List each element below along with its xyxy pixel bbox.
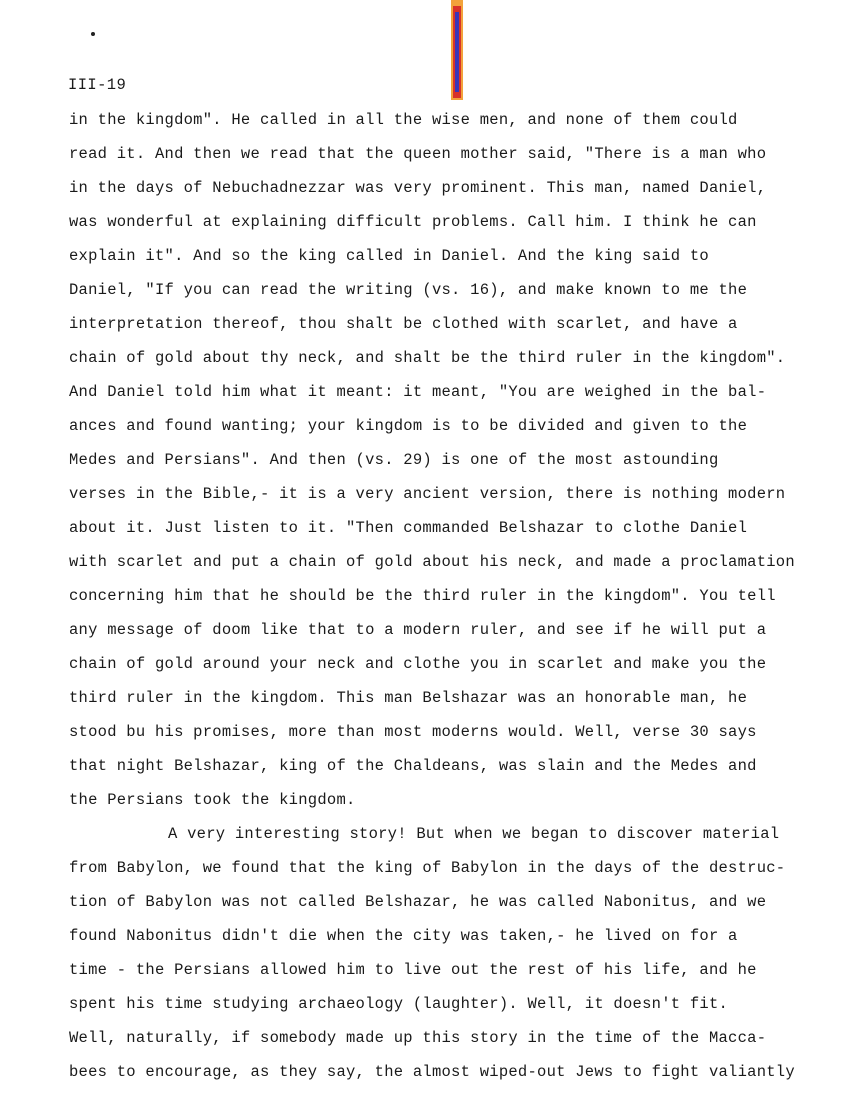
text-line: chain of gold around your neck and clothe you in scarlet and make you the — [69, 655, 767, 673]
text-line: time - the Persians allowed him to live out the rest of his life, and he — [69, 961, 757, 979]
text-line: in the days of Nebuchadnezzar was very prominent. This man, named Daniel, — [69, 179, 767, 197]
text-line: found Nabonitus didn't die when the city was taken,- he lived on for a — [69, 927, 738, 945]
text-line: about it. Just listen to it. "Then commanded Belshazar to clothe Daniel — [69, 519, 748, 537]
text-line: Medes and Persians". And then (vs. 29) is one of the most astounding — [69, 451, 719, 469]
text-line: tion of Babylon was not called Belshazar, he was called Nabonitus, and we — [69, 893, 767, 911]
text-line: ances and found wanting; your kingdom is to be divided and given to the — [69, 417, 748, 435]
text-line: any message of doom like that to a modern ruler, and see if he will put a — [69, 621, 767, 639]
text-line: that night Belshazar, king of the Chaldeans, was slain and the Medes and — [69, 757, 757, 775]
text-line: the Persians took the kingdom. — [69, 791, 356, 809]
page-number: III-19 — [68, 76, 127, 94]
text-line: with scarlet and put a chain of gold about his neck, and made a proclamation — [69, 553, 795, 571]
text-line: spent his time studying archaeology (laughter). Well, it doesn't fit. — [69, 995, 729, 1013]
ink-dot — [91, 32, 95, 36]
text-line: Well, naturally, if somebody made up this story in the time of the Macca- — [69, 1029, 767, 1047]
paragraph-start-line: A very interesting story! But when we began to discover material — [168, 825, 780, 843]
text-line: third ruler in the kingdom. This man Belshazar was an honorable man, he — [69, 689, 748, 707]
text-line: verses in the Bible,- it is a very ancient version, there is nothing modern — [69, 485, 786, 503]
body-text — [69, 108, 795, 1094]
text-line: bees to encourage, as they say, the almost wiped-out Jews to fight valiantly — [69, 1063, 795, 1081]
text-line: read it. And then we read that the queen mother said, "There is a man who — [69, 145, 767, 163]
text-line: in the kingdom". He called in all the wise men, and none of them could — [69, 111, 738, 129]
text-line: Daniel, "If you can read the writing (vs. 16), and make known to me the — [69, 281, 748, 299]
text-line: explain it". And so the king called in Daniel. And the king said to — [69, 247, 709, 265]
text-line: stood bu his promises, more than most moderns would. Well, verse 30 says — [69, 723, 757, 741]
text-line: chain of gold about thy neck, and shalt be the third ruler in the kingdom". — [69, 349, 786, 367]
text-line: concerning him that he should be the third ruler in the kingdom". You tell — [69, 587, 776, 605]
binding-clip-mark — [450, 0, 464, 100]
text-line: from Babylon, we found that the king of Babylon in the days of the destruc- — [69, 859, 786, 877]
text-line: interpretation thereof, thou shalt be clothed with scarlet, and have a — [69, 315, 738, 333]
text-line: was wonderful at explaining difficult problems. Call him. I think he can — [69, 213, 757, 231]
text-line: And Daniel told him what it meant: it meant, "You are weighed in the bal- — [69, 383, 767, 401]
